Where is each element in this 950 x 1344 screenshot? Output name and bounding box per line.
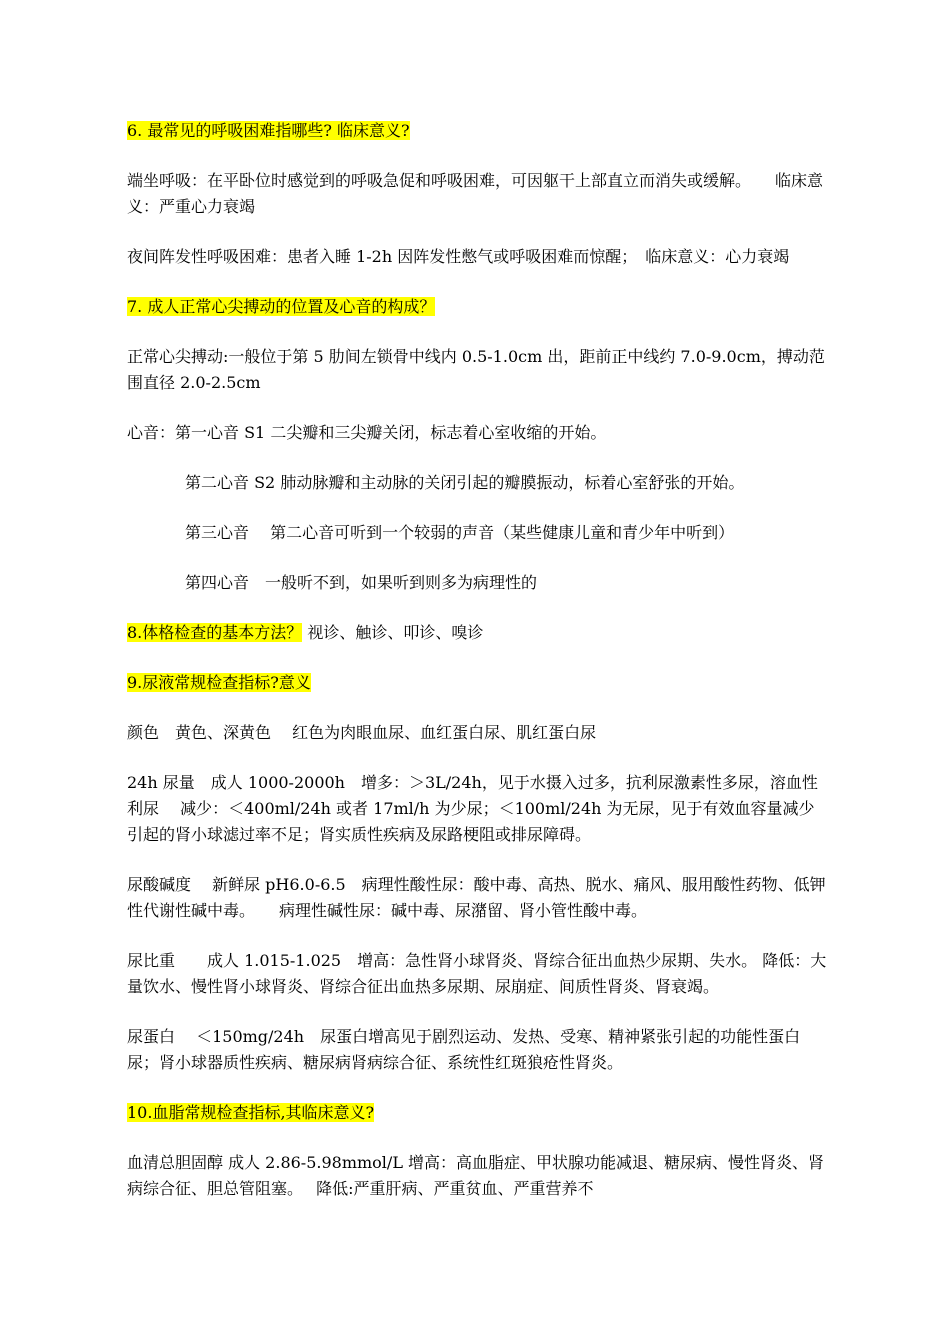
question-10-title: 10.血脂常规检查指标,其临床意义? [127,1103,375,1122]
question-7-title: 7. 成人正常心尖搏动的位置及心音的构成？ [127,297,436,316]
q10-paragraph-cholesterol: 血清总胆固醇 成人 2.86-5.98mmol/L 增高：高血脂症、甲状腺功能减退、糖尿病、慢性肾炎、肾病综合征、胆总管阻塞。 降低:严重肝病、严重贫血、严重营养不 [127,1153,825,1198]
question-6-heading [127,118,827,144]
question-6-title: 6. 最常见的呼吸困难指哪些? 临床意义? [127,121,410,140]
question-7-heading [127,294,827,320]
q7-paragraph-s4: 第四心音 一般听不到，如果听到则多为病理性的 [185,573,538,592]
question-9-heading [127,670,827,696]
q9-paragraph-ph: 尿酸碱度 新鲜尿 pH6.0-6.5 病理性酸性尿：酸中毒、高热、脱水、痛风、服用酸性药物、低钾性代谢性碱中毒。 病理性碱性尿：碱中毒、尿潴留、肾小管性酸中毒。 [127,875,826,920]
document-page [127,118,827,1202]
q7-paragraph-s1: 心音：第一心音 S1 二尖瓣和三尖瓣关闭，标志着心室收缩的开始。 [127,423,607,442]
question-9-title: 9.尿液常规检查指标?意义 [127,673,311,692]
q9-paragraph-specific-gravity: 尿比重 成人 1.015-1.025 增高：急性肾小球肾炎、肾综合征出血热少尿期、失水。 降低：大量饮水、慢性肾小球肾炎、肾综合征出血热多尿期、尿崩症、间质性肾炎、肾衰竭。 [127,951,827,996]
q9-paragraph-volume: 24h 尿量 成人 1000-2000h 增多：＞3L/24h，见于水摄入过多，抗利尿激素性多尿，溶血性利尿 减少：＜400ml/24h 或者 17ml/h 为少尿；＜100ml/24h 为无尿，见于有效血容量减少引起的肾小球滤过率不足；肾实质性疾病及尿路梗阻或排尿障碍。 [127,773,818,844]
q9-paragraph-protein: 尿蛋白 ＜150mg/24h 尿蛋白增高见于剧烈运动、发热、受寒、精神紧张引起的功能性蛋白尿；肾小球器质性疾病、糖尿病肾病综合征、系统性红斑狼疮性肾炎。 [127,1027,801,1072]
q9-paragraph-color: 颜色 黄色、深黄色 红色为肉眼血尿、血红蛋白尿、肌红蛋白尿 [127,723,597,742]
q6-paragraph-orthopnea: 端坐呼吸：在平卧位时感觉到的呼吸急促和呼吸困难，可因躯干上部直立而消失或缓解。 临床意义：严重心力衰竭 [127,171,824,216]
q6-paragraph-nocturnal-dyspnea: 夜间阵发性呼吸困难：患者入睡 1-2h 因阵发性憋气或呼吸困难而惊醒； 临床意义：心力衰竭 [127,247,790,266]
question-8-answer: 视诊、触诊、叩诊、嗅诊 [302,623,484,642]
question-8-heading [127,620,827,646]
question-10-heading [127,1100,827,1126]
q7-paragraph-apex-beat: 正常心尖搏动:一般位于第 5 肋间左锁骨中线内 0.5-1.0cm 出，距前正中线约 7.0-9.0cm，搏动范围直径 2.0-2.5cm [127,347,825,392]
q7-paragraph-s3: 第三心音 第二心音可听到一个较弱的声音（某些健康儿童和青少年中听到） [185,523,735,542]
q7-paragraph-s2: 第二心音 S2 肺动脉瓣和主动脉的关闭引起的瓣膜振动，标着心室舒张的开始。 [185,473,745,492]
question-8-title: 8.体格检查的基本方法？ [127,623,303,642]
